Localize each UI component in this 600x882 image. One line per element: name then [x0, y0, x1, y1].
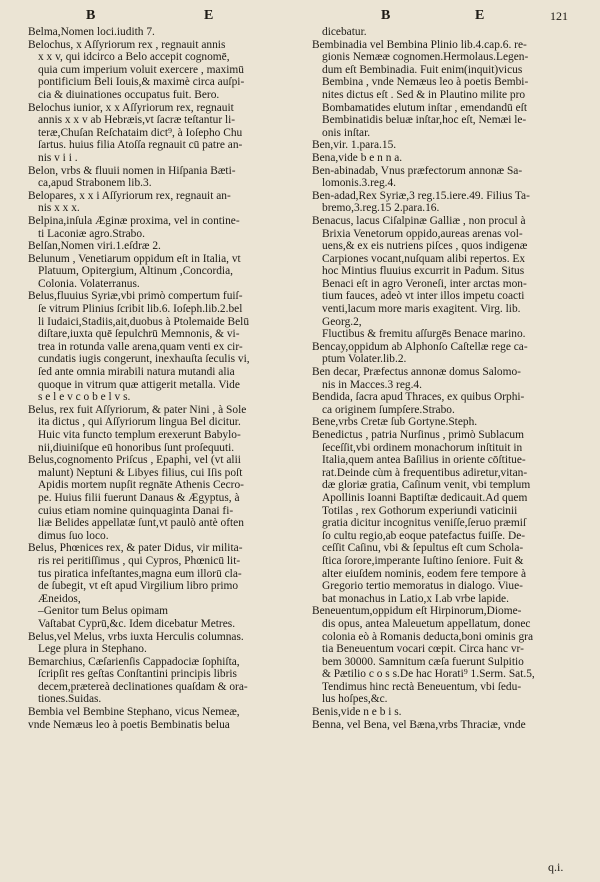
text-line: dimus ſuo loco. [38, 529, 109, 542]
text-line: nis v i i . [38, 151, 78, 164]
text-line: Bena,vide b e n n a. [312, 151, 403, 164]
text-line: pontificium Beli Iouis,& maximè circa auſpi- [38, 76, 245, 89]
text-line: Belochus, x Aſſyriorum rex , regnauit annis [28, 38, 226, 51]
text-line: Bemarchius, Cæſarienſis Cappadociæ ſophiſta, [28, 655, 240, 668]
text-line: nis in Macces.3 reg.4. [322, 378, 422, 391]
text-line: malunt) Neptuni & Libyes filius, cui Iſis poſt [38, 466, 243, 479]
text-line: –Genitor tum Belus opimam [38, 605, 169, 618]
text-line: ſcripſit res geſtas Conſtantini principis libris [38, 668, 237, 681]
text-line: dicebatur. [322, 26, 367, 38]
text-line: Bembia vel Bembine Stephano, vicus Nemeæ, [28, 706, 240, 719]
text-line: onis inſtar. [322, 126, 371, 139]
text-line: Belſan,Nomen viri.1.eſdræ 2. [28, 240, 161, 253]
text-line: Ben decar, Præfectus annonæ domus Salomo- [312, 366, 521, 379]
text-line: Tendimus hinc rectà Beneuentum, vbi ſedu- [322, 680, 522, 693]
text-line: Belus,vel Melus, vrbs iuxta Herculis columnas. [28, 630, 244, 643]
text-line: Ben-adad,Rex Syriæ,3 reg.15.iere.49. Filius Ta- [312, 189, 530, 202]
text-line: Colonia. Volaterranus. [38, 277, 140, 290]
text-line: dis opus, antea Maleuetum appellatum, donec [322, 617, 531, 630]
text-line: vnde Nemæus leo à poetis Bembinatis belua [28, 718, 230, 731]
text-line: lus hoſpes,&c. [322, 693, 388, 706]
text-line: Bencay,oppidum ab Alphonſo Caſtellæ rege ca- [312, 340, 528, 353]
text-line: ſe vitrum Plinius ſcribit lib.6. Ioſeph.lib.2.bel [38, 303, 243, 316]
text-line: lomonis.3.reg.4. [322, 177, 397, 190]
text-line: pe. Huius filii fuerunt Danaus & Ægyptus, à [38, 491, 240, 504]
text-line: Huic vita functo templum erexerunt Babylo- [38, 429, 241, 441]
text-line: tia Beneuentum vocari cœpit. Circa hanc vr- [322, 643, 524, 656]
text-line: teræ,Chuſan Reſchataim dict⁹, à Ioſepho Chu [38, 126, 243, 139]
text-line: Ben-abinadab, Vnus præfectorum annonæ Sa- [312, 164, 523, 177]
text-line: & Pætilio c o s s.De hac Horati⁹ 1.Serm. Sat.5, [322, 668, 535, 681]
text-line: nii,diuiniſque eū honoribus ſunt proſequuti. [38, 441, 235, 454]
text-line: venti,lacum more maris exagitent. Virg. lib. [322, 303, 521, 316]
text-line: annis x x v ab Hebræis,vt ſacræ teſtantur li- [38, 114, 236, 127]
text-line: li Iudaici,Stadiis,ait,duobus à Ptolemaide Belū [38, 315, 250, 328]
text-line: Bene,vrbs Cretæ ſub Gortyne.Steph. [312, 416, 478, 429]
text-line: ſeceſſit,vbi ordinem monachorum inſtituit in [322, 441, 523, 454]
text-line: Bembinatidis beluæ inſtar,hoc eſt, Nemæi le- [322, 114, 527, 127]
text-line: x x v, qui idcirco a Belo accepit cognomē, [38, 51, 230, 64]
text-line: tus piratica infeſtantes,magna eum illorū cla- [38, 567, 242, 580]
header-letter-left-b: B [86, 8, 96, 23]
text-line: Benacus, lacus Ciſalpinæ Galliæ , non procul à [312, 214, 526, 227]
text-line: cia & diuinationes occupatus fuit. Bero. [38, 88, 220, 101]
text-line: Beneuentum,oppidum eſt Hirpinorum,Diome- [312, 605, 522, 618]
text-line: uens,& ex eis nutriens piſces , quos indigenæ [322, 240, 528, 253]
text-line: ſtica ſorore,imperante Iuſtino ſeniore. Fuit & [322, 554, 524, 567]
text-line: Bendida, ſacra apud Thraces, ex quibus Orphi- [312, 391, 525, 404]
text-line: Bembinadia vel Bembina Plinio lib.4.cap.6. re- [312, 38, 527, 51]
text-line: decem,prætereà declinationes quaſdam & ora- [38, 680, 248, 693]
text-line: tiones.Suidas. [38, 693, 102, 706]
text-line: Belopares, x x i Aſſyriorum rex, regnauit an- [28, 189, 231, 202]
text-line: alter eiuſdem nominis, eodem fere tempore à [322, 567, 527, 580]
text-line: tium fauces, adeò vt inter illos impetu coacti [322, 290, 525, 303]
header-letter-left-e: E [204, 8, 214, 23]
text-line: bremo,3.reg.15 2.para.16. [322, 202, 440, 215]
right-column [312, 26, 572, 731]
text-line: Italia,quem antea Baſilius in oriente cōſtitue- [322, 454, 526, 467]
text-line: Benna, vel Bena, vel Bæna,vrbs Thraciæ, vnde [312, 718, 526, 731]
text-line: bat monachus in Latio,x I.ab vrbe lapide. [322, 592, 509, 605]
header-letter-right-e: E [475, 8, 485, 23]
text-line: Benis,vide n e b i s. [312, 706, 402, 719]
text-line: Lege plura in Stephano. [38, 643, 147, 656]
text-line: Apidis mortem nupſit regnāte Athenis Cecro- [38, 479, 244, 492]
text-line: rat.Deinde cùm à frequentibus adiretur,vitan- [322, 466, 528, 479]
text-line: s e l e v c o b e l v s. [38, 391, 131, 404]
text-line: Belon, vrbs & fluuii nomen in Hiſpania Bæti- [28, 164, 236, 177]
text-line: de ſubegit, vt eſt apud Virgilium libro primo [38, 580, 239, 593]
text-line: Belunum , Venetiarum oppidum eſt in Italia, vt [28, 252, 241, 265]
text-line: Georg.2, [322, 315, 362, 328]
text-line: ita dictus , qui Aſſyriorum lingua Bel dicitur. [38, 416, 241, 429]
text-line: Carpiones vocant,nuſquam alibi repertos. Ex [322, 252, 526, 265]
text-line: Apollinis Ioanni Baptiſtæ dedicauit.Ad quem [322, 491, 528, 504]
text-line: diſtare,iuxta quē ſepulchrū Memnonis, & vi- [38, 328, 240, 341]
text-line: hoc Mintius fluuius excurrit in Padum. Situs [322, 265, 525, 278]
text-line: quoque in vitrum quæ attigerit metalla. Vide [38, 378, 240, 391]
page-number: 121 [550, 9, 568, 23]
text-line: Belma,Nomen loci.iudith 7. [28, 26, 155, 38]
text-line: Belochus iunior, x x Aſſyriorum rex, regnauit [28, 101, 234, 114]
text-line: Belus,cognomento Priſcus , Epaphi, vel (vt alii [28, 454, 241, 467]
text-line: ceſſit Caſinu, vbi & ſepultus eſt cum Schola- [322, 542, 524, 555]
catchword: q.i. [548, 860, 564, 874]
left-column [28, 26, 304, 731]
text-line: ſo cultu regio,ab eoque patefactus fuiſſe. De- [322, 529, 526, 542]
text-line: Gregorio tertio memoratus in dialogo. Viue- [322, 580, 523, 593]
text-line: Benedictus , patria Nurſinus , primò Sublacum [312, 429, 524, 441]
text-line: Fluctibus & fremitu aſſurgēs Benace marino. [322, 328, 526, 341]
text-line: ca originem ſumpſere.Strabo. [322, 403, 455, 416]
text-line: Bombamatides elutum inſtar , emendandū eſt [322, 101, 527, 114]
text-line: Belus, Phœnices rex, & pater Didus, vir milita- [28, 542, 243, 555]
text-line: gratia dicitur incognitus veniſſe,ſeruo præmiſ [322, 517, 527, 530]
text-line: bem 30000. Samnitum cæſa fuerunt Sulpitio [322, 655, 524, 668]
text-line: gionis Nemææ cognomen.Hermolaus.Legen- [322, 51, 529, 64]
text-line: trea in rotunda valle arena,quam venti ex cir- [38, 340, 243, 353]
text-line: nites dictus eſt . Sed & in Plautino milite pro [322, 88, 526, 101]
text-line: Vaſtabat Cyprū,&c. Idem dicebatur Metres. [38, 617, 236, 630]
text-line: cundatis iugis congerunt, inexhauſta ſeculis vi, [38, 353, 250, 366]
running-header [0, 8, 600, 26]
text-line: Bembina , vnde Nemæus leo à poetis Bembi- [322, 76, 529, 89]
text-line: ſartus. huius filia Atoſſa regnauit cū patre an- [38, 139, 243, 152]
text-line: ptum Volater.lib.2. [322, 353, 407, 366]
text-line: Totilas , rex Gothorum experiundi vaticinii [322, 504, 518, 517]
text-line: quia cum imperium voluit exercere , maximū [38, 63, 244, 76]
text-line: Æneidos, [38, 592, 81, 605]
text-line: dæ gloriæ gratia, Caſinum venit, vbi templum [322, 479, 531, 492]
text-line: ris rei peritiſſimus , qui Cypros, Phœnicū lit- [38, 554, 241, 567]
text-line: Belus, rex fuit Aſſyriorum, & pater Nini , à Sole [28, 403, 247, 416]
header-letter-right-b: B [381, 8, 391, 23]
text-line: ti Laconiæ agro.Strabo. [38, 227, 145, 240]
text-line: Belus,fluuius Syriæ,vbi primò compertum fuiſ- [28, 290, 243, 303]
text-line: ca,apud Strabonem lib.3. [38, 177, 152, 190]
text-line: nis x x x. [38, 202, 80, 215]
text-line: ſed ante omnia mirabili natura mutandi alia [38, 366, 235, 379]
text-line: Brixia Venetorum oppido,aureas arenas vol- [322, 227, 523, 240]
text-line: Belpina,inſula Æginæ proxima, vel in contine- [28, 214, 240, 227]
text-line: cuius etiam nomine quinquaginta Danai fi- [38, 504, 234, 517]
text-line: dum eſt Bembinadia. Fuit enim(inquit)vicus [322, 63, 523, 76]
text-line: Ben,vir. 1.para.15. [312, 139, 397, 152]
text-line: Platuum, Opitergium, Altinum ,Concordia, [38, 265, 234, 278]
text-line: liæ Belides appellatæ ſunt,vt paulò antè often [38, 517, 244, 530]
text-line: colonia eò à Romanis deducta,boni ominis gra [322, 630, 533, 643]
text-line: Benaci eſt in agro Veroneſi, inter arctas mon- [322, 277, 527, 290]
